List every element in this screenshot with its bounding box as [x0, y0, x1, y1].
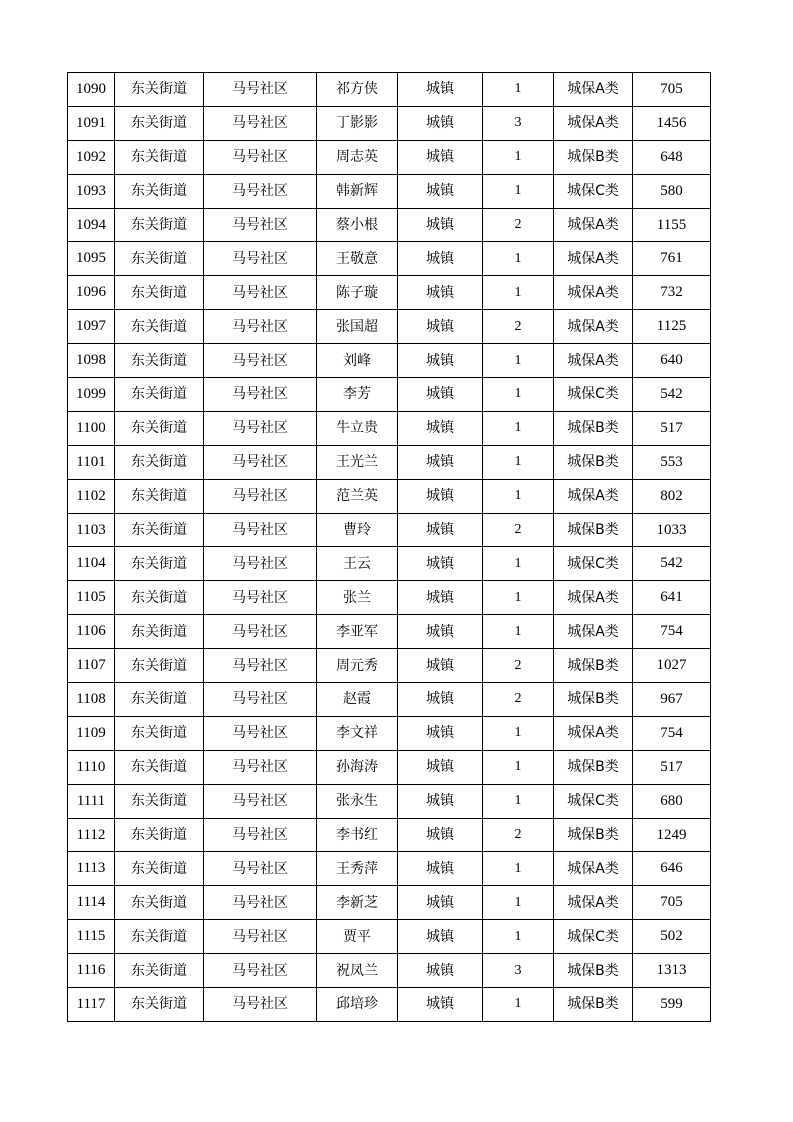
category-cell: 城保A类	[554, 581, 633, 615]
name-cell: 李芳	[317, 378, 398, 412]
name-cell: 祝凤兰	[317, 954, 398, 988]
category-cell: 城保B类	[554, 954, 633, 988]
table-row	[68, 174, 711, 208]
community-cell: 马号社区	[204, 784, 317, 818]
household-type-cell: 城镇	[398, 683, 483, 717]
table-row	[68, 445, 711, 479]
street-cell: 东关街道	[115, 344, 204, 378]
serial-cell: 1101	[68, 445, 115, 479]
street-cell: 东关街道	[115, 852, 204, 886]
amount-cell: 1033	[633, 513, 711, 547]
street-cell: 东关街道	[115, 547, 204, 581]
table-row	[68, 920, 711, 954]
category-cell: 城保A类	[554, 106, 633, 140]
serial-cell: 1096	[68, 276, 115, 310]
household-type-cell: 城镇	[398, 954, 483, 988]
street-cell: 东关街道	[115, 513, 204, 547]
community-cell: 马号社区	[204, 174, 317, 208]
household-size-cell: 1	[483, 174, 554, 208]
household-size-cell: 1	[483, 378, 554, 412]
community-cell: 马号社区	[204, 547, 317, 581]
household-size-cell: 2	[483, 683, 554, 717]
category-cell: 城保B类	[554, 411, 633, 445]
serial-cell: 1116	[68, 954, 115, 988]
name-cell: 周志英	[317, 140, 398, 174]
street-cell: 东关街道	[115, 445, 204, 479]
household-type-cell: 城镇	[398, 208, 483, 242]
table-row	[68, 954, 711, 988]
category-cell: 城保B类	[554, 683, 633, 717]
household-type-cell: 城镇	[398, 750, 483, 784]
amount-cell: 517	[633, 411, 711, 445]
table-row	[68, 547, 711, 581]
category-cell: 城保A类	[554, 886, 633, 920]
household-size-cell: 2	[483, 649, 554, 683]
household-type-cell: 城镇	[398, 716, 483, 750]
category-cell: 城保C类	[554, 920, 633, 954]
category-cell: 城保A类	[554, 479, 633, 513]
household-type-cell: 城镇	[398, 445, 483, 479]
household-size-cell: 1	[483, 615, 554, 649]
street-cell: 东关街道	[115, 750, 204, 784]
household-type-cell: 城镇	[398, 513, 483, 547]
serial-cell: 1107	[68, 649, 115, 683]
table-row	[68, 581, 711, 615]
category-cell: 城保C类	[554, 784, 633, 818]
household-type-cell: 城镇	[398, 276, 483, 310]
community-cell: 马号社区	[204, 683, 317, 717]
amount-cell: 1249	[633, 818, 711, 852]
category-cell: 城保B类	[554, 140, 633, 174]
community-cell: 马号社区	[204, 479, 317, 513]
serial-cell: 1106	[68, 615, 115, 649]
household-size-cell: 1	[483, 920, 554, 954]
amount-cell: 553	[633, 445, 711, 479]
community-cell: 马号社区	[204, 445, 317, 479]
household-type-cell: 城镇	[398, 852, 483, 886]
table-row	[68, 242, 711, 276]
household-size-cell: 1	[483, 479, 554, 513]
amount-cell: 640	[633, 344, 711, 378]
name-cell: 王敬意	[317, 242, 398, 276]
street-cell: 东关街道	[115, 106, 204, 140]
amount-cell: 502	[633, 920, 711, 954]
table-row	[68, 73, 711, 107]
table-row	[68, 886, 711, 920]
community-cell: 马号社区	[204, 988, 317, 1022]
name-cell: 王光兰	[317, 445, 398, 479]
household-size-cell: 2	[483, 818, 554, 852]
household-size-cell: 1	[483, 547, 554, 581]
community-cell: 马号社区	[204, 750, 317, 784]
street-cell: 东关街道	[115, 615, 204, 649]
name-cell: 张兰	[317, 581, 398, 615]
street-cell: 东关街道	[115, 649, 204, 683]
amount-cell: 754	[633, 716, 711, 750]
name-cell: 张国超	[317, 310, 398, 344]
table-row	[68, 818, 711, 852]
community-cell: 马号社区	[204, 852, 317, 886]
category-cell: 城保A类	[554, 208, 633, 242]
amount-cell: 542	[633, 547, 711, 581]
street-cell: 东关街道	[115, 683, 204, 717]
street-cell: 东关街道	[115, 276, 204, 310]
amount-cell: 732	[633, 276, 711, 310]
amount-cell: 1155	[633, 208, 711, 242]
category-cell: 城保A类	[554, 852, 633, 886]
category-cell: 城保C类	[554, 547, 633, 581]
table-row	[68, 208, 711, 242]
table-row	[68, 310, 711, 344]
household-type-cell: 城镇	[398, 649, 483, 683]
serial-cell: 1100	[68, 411, 115, 445]
street-cell: 东关街道	[115, 818, 204, 852]
street-cell: 东关街道	[115, 479, 204, 513]
name-cell: 牛立贵	[317, 411, 398, 445]
serial-cell: 1099	[68, 378, 115, 412]
household-type-cell: 城镇	[398, 378, 483, 412]
amount-cell: 705	[633, 886, 711, 920]
table-row	[68, 378, 711, 412]
category-cell: 城保B类	[554, 513, 633, 547]
street-cell: 东关街道	[115, 140, 204, 174]
amount-cell: 754	[633, 615, 711, 649]
household-size-cell: 1	[483, 852, 554, 886]
street-cell: 东关街道	[115, 716, 204, 750]
amount-cell: 1125	[633, 310, 711, 344]
amount-cell: 705	[633, 73, 711, 107]
serial-cell: 1115	[68, 920, 115, 954]
street-cell: 东关街道	[115, 954, 204, 988]
community-cell: 马号社区	[204, 886, 317, 920]
category-cell: 城保A类	[554, 242, 633, 276]
category-cell: 城保A类	[554, 615, 633, 649]
household-type-cell: 城镇	[398, 344, 483, 378]
household-type-cell: 城镇	[398, 818, 483, 852]
serial-cell: 1091	[68, 106, 115, 140]
community-cell: 马号社区	[204, 716, 317, 750]
amount-cell: 1456	[633, 106, 711, 140]
name-cell: 王秀萍	[317, 852, 398, 886]
table-row	[68, 988, 711, 1022]
amount-cell: 580	[633, 174, 711, 208]
table-row	[68, 716, 711, 750]
name-cell: 丁影影	[317, 106, 398, 140]
street-cell: 东关街道	[115, 581, 204, 615]
table-row	[68, 750, 711, 784]
serial-cell: 1109	[68, 716, 115, 750]
serial-cell: 1103	[68, 513, 115, 547]
name-cell: 李亚军	[317, 615, 398, 649]
household-type-cell: 城镇	[398, 920, 483, 954]
household-size-cell: 1	[483, 242, 554, 276]
category-cell: 城保B类	[554, 649, 633, 683]
street-cell: 东关街道	[115, 784, 204, 818]
household-type-cell: 城镇	[398, 581, 483, 615]
name-cell: 范兰英	[317, 479, 398, 513]
serial-cell: 1114	[68, 886, 115, 920]
amount-cell: 641	[633, 581, 711, 615]
table-row	[68, 276, 711, 310]
category-cell: 城保C类	[554, 378, 633, 412]
category-cell: 城保C类	[554, 174, 633, 208]
household-size-cell: 1	[483, 581, 554, 615]
serial-cell: 1098	[68, 344, 115, 378]
category-cell: 城保B类	[554, 445, 633, 479]
name-cell: 王云	[317, 547, 398, 581]
name-cell: 李文祥	[317, 716, 398, 750]
community-cell: 马号社区	[204, 818, 317, 852]
name-cell: 李书红	[317, 818, 398, 852]
household-size-cell: 1	[483, 445, 554, 479]
household-type-cell: 城镇	[398, 242, 483, 276]
serial-cell: 1112	[68, 818, 115, 852]
community-cell: 马号社区	[204, 954, 317, 988]
category-cell: 城保A类	[554, 716, 633, 750]
assistance-table	[67, 72, 711, 1022]
community-cell: 马号社区	[204, 73, 317, 107]
household-type-cell: 城镇	[398, 310, 483, 344]
name-cell: 曹玲	[317, 513, 398, 547]
household-size-cell: 2	[483, 310, 554, 344]
amount-cell: 967	[633, 683, 711, 717]
household-size-cell: 1	[483, 411, 554, 445]
category-cell: 城保B类	[554, 750, 633, 784]
serial-cell: 1095	[68, 242, 115, 276]
household-size-cell: 1	[483, 750, 554, 784]
table-body	[68, 73, 711, 1022]
household-size-cell: 1	[483, 988, 554, 1022]
household-size-cell: 3	[483, 954, 554, 988]
household-size-cell: 1	[483, 73, 554, 107]
serial-cell: 1093	[68, 174, 115, 208]
household-size-cell: 2	[483, 208, 554, 242]
serial-cell: 1097	[68, 310, 115, 344]
street-cell: 东关街道	[115, 988, 204, 1022]
name-cell: 贾平	[317, 920, 398, 954]
amount-cell: 680	[633, 784, 711, 818]
household-type-cell: 城镇	[398, 784, 483, 818]
street-cell: 东关街道	[115, 310, 204, 344]
amount-cell: 802	[633, 479, 711, 513]
household-size-cell: 3	[483, 106, 554, 140]
name-cell: 蔡小根	[317, 208, 398, 242]
category-cell: 城保A类	[554, 276, 633, 310]
category-cell: 城保A类	[554, 344, 633, 378]
amount-cell: 542	[633, 378, 711, 412]
category-cell: 城保A类	[554, 73, 633, 107]
community-cell: 马号社区	[204, 106, 317, 140]
household-type-cell: 城镇	[398, 479, 483, 513]
household-type-cell: 城镇	[398, 140, 483, 174]
table-row	[68, 140, 711, 174]
serial-cell: 1111	[68, 784, 115, 818]
community-cell: 马号社区	[204, 411, 317, 445]
street-cell: 东关街道	[115, 920, 204, 954]
name-cell: 李新芝	[317, 886, 398, 920]
household-size-cell: 1	[483, 716, 554, 750]
household-size-cell: 1	[483, 784, 554, 818]
amount-cell: 648	[633, 140, 711, 174]
table-row	[68, 479, 711, 513]
community-cell: 马号社区	[204, 310, 317, 344]
table-row	[68, 649, 711, 683]
community-cell: 马号社区	[204, 513, 317, 547]
household-type-cell: 城镇	[398, 411, 483, 445]
name-cell: 韩新辉	[317, 174, 398, 208]
serial-cell: 1092	[68, 140, 115, 174]
name-cell: 陈子璇	[317, 276, 398, 310]
amount-cell: 517	[633, 750, 711, 784]
table-row	[68, 344, 711, 378]
amount-cell: 646	[633, 852, 711, 886]
category-cell: 城保B类	[554, 988, 633, 1022]
street-cell: 东关街道	[115, 378, 204, 412]
household-type-cell: 城镇	[398, 615, 483, 649]
name-cell: 刘峰	[317, 344, 398, 378]
street-cell: 东关街道	[115, 208, 204, 242]
street-cell: 东关街道	[115, 411, 204, 445]
serial-cell: 1104	[68, 547, 115, 581]
table-row	[68, 615, 711, 649]
community-cell: 马号社区	[204, 581, 317, 615]
serial-cell: 1108	[68, 683, 115, 717]
amount-cell: 761	[633, 242, 711, 276]
household-size-cell: 1	[483, 344, 554, 378]
serial-cell: 1113	[68, 852, 115, 886]
category-cell: 城保B类	[554, 818, 633, 852]
household-type-cell: 城镇	[398, 547, 483, 581]
serial-cell: 1110	[68, 750, 115, 784]
community-cell: 马号社区	[204, 208, 317, 242]
community-cell: 马号社区	[204, 140, 317, 174]
household-type-cell: 城镇	[398, 988, 483, 1022]
household-type-cell: 城镇	[398, 886, 483, 920]
table-row	[68, 852, 711, 886]
table-row	[68, 411, 711, 445]
name-cell: 周元秀	[317, 649, 398, 683]
table-row	[68, 683, 711, 717]
household-size-cell: 1	[483, 276, 554, 310]
street-cell: 东关街道	[115, 73, 204, 107]
name-cell: 祁方侠	[317, 73, 398, 107]
community-cell: 马号社区	[204, 378, 317, 412]
table-row	[68, 513, 711, 547]
household-type-cell: 城镇	[398, 73, 483, 107]
community-cell: 马号社区	[204, 920, 317, 954]
street-cell: 东关街道	[115, 242, 204, 276]
community-cell: 马号社区	[204, 649, 317, 683]
household-size-cell: 2	[483, 513, 554, 547]
table-row	[68, 106, 711, 140]
amount-cell: 599	[633, 988, 711, 1022]
name-cell: 孙海涛	[317, 750, 398, 784]
community-cell: 马号社区	[204, 615, 317, 649]
serial-cell: 1090	[68, 73, 115, 107]
household-size-cell: 1	[483, 886, 554, 920]
community-cell: 马号社区	[204, 276, 317, 310]
table-row	[68, 784, 711, 818]
community-cell: 马号社区	[204, 242, 317, 276]
household-type-cell: 城镇	[398, 174, 483, 208]
street-cell: 东关街道	[115, 886, 204, 920]
name-cell: 赵霞	[317, 683, 398, 717]
serial-cell: 1117	[68, 988, 115, 1022]
name-cell: 邱培珍	[317, 988, 398, 1022]
household-size-cell: 1	[483, 140, 554, 174]
category-cell: 城保A类	[554, 310, 633, 344]
serial-cell: 1094	[68, 208, 115, 242]
amount-cell: 1027	[633, 649, 711, 683]
street-cell: 东关街道	[115, 174, 204, 208]
serial-cell: 1105	[68, 581, 115, 615]
community-cell: 马号社区	[204, 344, 317, 378]
serial-cell: 1102	[68, 479, 115, 513]
amount-cell: 1313	[633, 954, 711, 988]
household-type-cell: 城镇	[398, 106, 483, 140]
name-cell: 张永生	[317, 784, 398, 818]
